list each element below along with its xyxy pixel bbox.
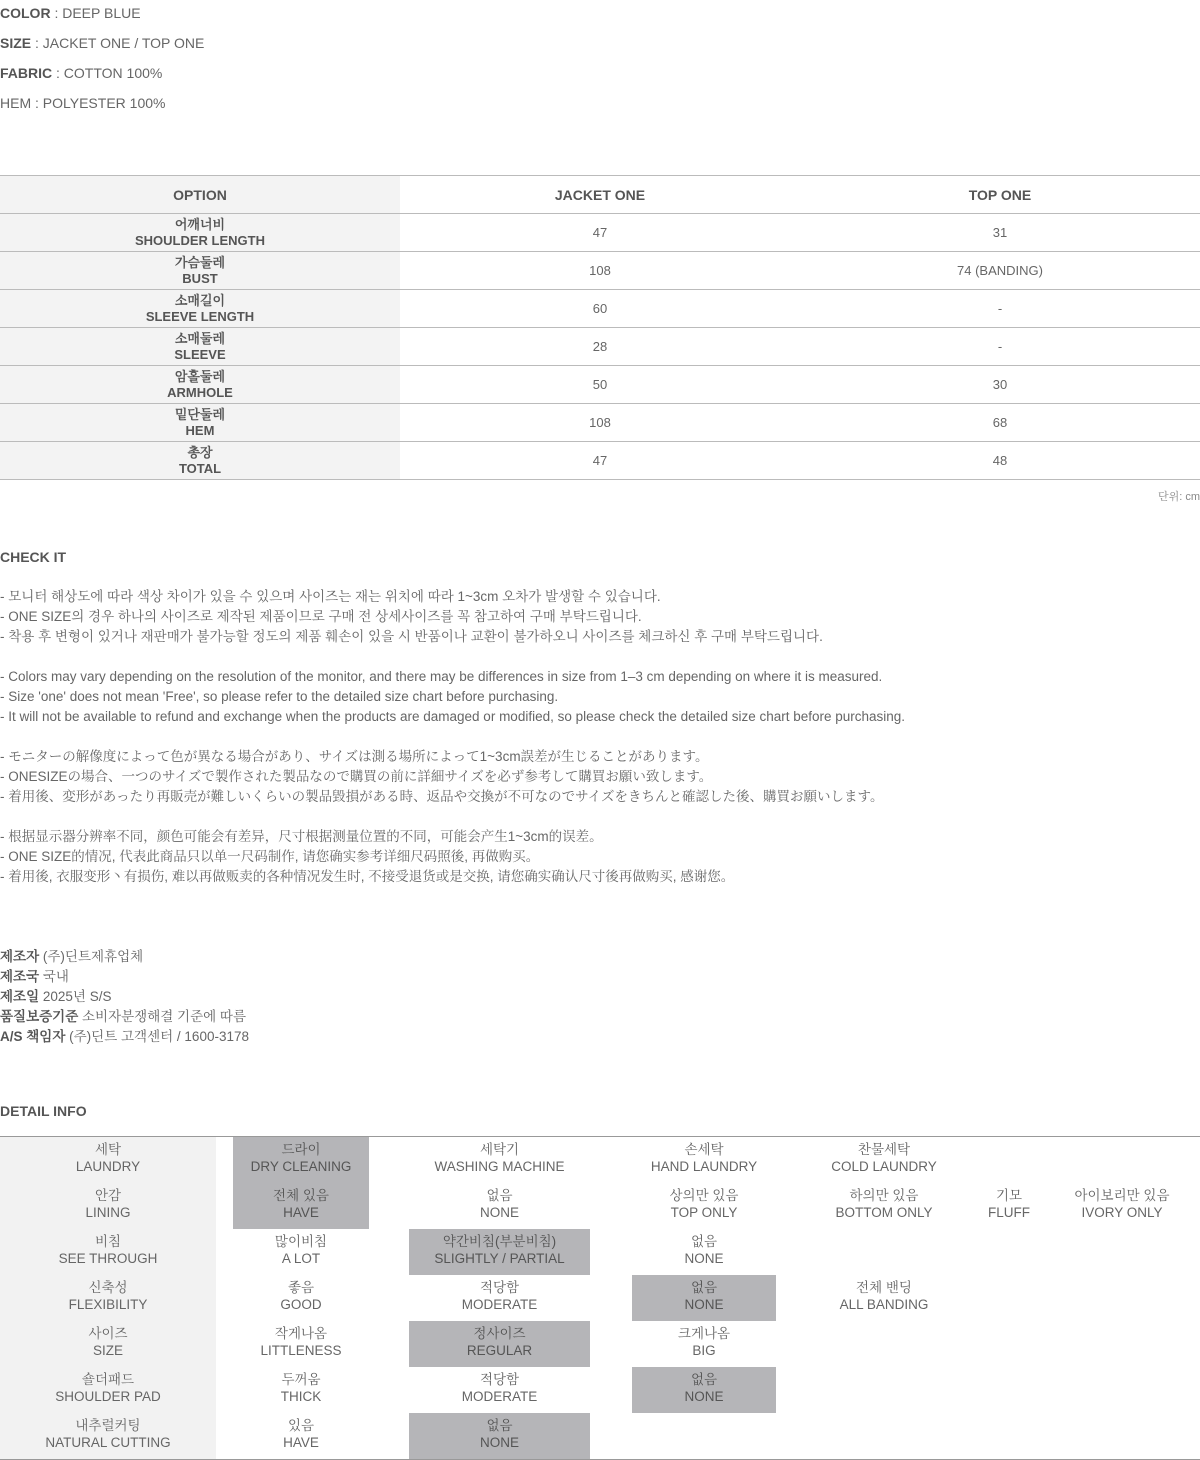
spec-color-value: : DEEP BLUE — [50, 5, 141, 21]
manufacturer-info — [0, 948, 249, 1048]
row-label-ko: 가슴둘레 — [174, 254, 226, 270]
detail-option — [233, 1229, 369, 1275]
maker-value: (주)딘트 고객센터 / 1600-3178 — [65, 1029, 249, 1044]
maker-label: 제조일 — [0, 989, 40, 1004]
maker-value: 소비자분쟁해결 기준에 따름 — [78, 1009, 246, 1024]
jacket-value: 47 — [400, 214, 800, 252]
detail-option — [632, 1229, 776, 1275]
size-table-header — [0, 176, 1200, 214]
row-label — [0, 366, 400, 404]
detail-option-selected — [409, 1413, 590, 1459]
detail-row-label — [0, 1413, 216, 1459]
spec-fabric-value: : COTTON 100% — [52, 65, 163, 81]
maker-label: 제조자 — [0, 949, 40, 964]
maker-line — [0, 1008, 249, 1028]
check-it-notes — [0, 588, 1200, 888]
spec-hem: HEM : POLYESTER 100% — [0, 95, 166, 111]
detail-option-selected-ko: 정사이즈 — [473, 1326, 526, 1341]
detail-option-selected-en: HAVE — [283, 1205, 319, 1220]
size-table-header-jacket: JACKET ONE — [400, 176, 800, 214]
detail-option-ko: 세탁기 — [479, 1142, 520, 1157]
detail-row-label — [0, 1183, 216, 1229]
note-ko-3: - 착용 후 변형이 있거나 재판매가 불가능할 정도의 제품 훼손이 있을 시 반품이나 교환이 불가하오니 사이즈를 체크하신 후 구매 부탁드립니다. — [0, 629, 823, 644]
top-value: 74 (BANDING) — [800, 252, 1200, 290]
detail-option-ko: 좋음 — [287, 1280, 315, 1295]
spec-size — [0, 35, 204, 65]
detail-option-selected — [632, 1367, 776, 1413]
spec-size-value: : JACKET ONE / TOP ONE — [31, 35, 205, 51]
detail-row-label-en: LAUNDRY — [75, 1159, 141, 1174]
size-table-header-top: TOP ONE — [800, 176, 1200, 214]
detail-option — [806, 1183, 962, 1229]
spec-size-label: SIZE — [0, 35, 32, 51]
spec-fabric-label: FABRIC — [0, 65, 53, 81]
detail-option-ko: 찬물세탁 — [857, 1142, 911, 1157]
product-spec — [0, 5, 204, 125]
detail-option-selected-ko: 없음 — [486, 1418, 513, 1433]
detail-option — [632, 1137, 776, 1183]
jacket-value: 60 — [400, 290, 800, 328]
row-label-en: ARMHOLE — [167, 384, 233, 400]
spec-color-label: COLOR — [0, 5, 51, 21]
detail-option-ko: 손세탁 — [684, 1142, 724, 1157]
maker-value: (주)딘트제휴업체 — [39, 949, 144, 964]
detail-option-selected-ko: 없음 — [690, 1372, 718, 1387]
detail-option-en: WASHING MACHINE — [434, 1159, 565, 1174]
note-en-2: - Size 'one' does not mean 'Free', so please refer to the detailed size chart before purchasing. — [0, 689, 559, 704]
row-label-en: HEM — [185, 422, 215, 438]
detail-option — [409, 1183, 590, 1229]
detail-option-selected — [233, 1183, 369, 1229]
detail-option-selected — [233, 1137, 369, 1183]
row-label — [0, 214, 400, 252]
detail-option-en: MODERATE — [461, 1297, 538, 1312]
jacket-value: 50 — [400, 366, 800, 404]
note-ja-1: - モニターの解像度によって色が異なる場合があり、サイズは測る場所によって1~3cm誤差が生じることがあります。 — [0, 749, 709, 764]
detail-row-label-en: LINING — [85, 1205, 131, 1220]
spec-color — [0, 5, 204, 35]
maker-line — [0, 948, 249, 968]
jacket-value: 28 — [400, 328, 800, 366]
detail-option-ko: 하의만 있음 — [849, 1188, 919, 1203]
unit-note: 단위: cm — [1157, 491, 1200, 503]
note-ja-3: - 着用後、変形があったり再販売が難しいくらいの製品毀損がある時、返品や交換が不可なのでサイズをきちんと確認した後、購買お願いします。 — [0, 789, 884, 804]
note-ja-2: - ONESIZEの場合、一つのサイズで製作された製品なので購買の前に詳細サイズを必ず参考して購買お願い致します。 — [0, 769, 713, 784]
spec-fabric — [0, 65, 204, 95]
detail-option — [806, 1137, 962, 1183]
note-zh-2: - ONE SIZE的情况, 代表此商品只以单一尺码制作, 请您确实参考详细尺码照後, 再做购买。 — [0, 849, 540, 864]
detail-option — [409, 1275, 590, 1321]
row-label — [0, 328, 400, 366]
detail-row-label-en: SHOULDER PAD — [55, 1389, 161, 1404]
detail-row-label-ko: 세탁 — [94, 1142, 122, 1157]
detail-option-ko: 전체 밴딩 — [856, 1280, 912, 1295]
detail-option-en: HAND LAUNDRY — [650, 1159, 758, 1174]
detail-option — [1056, 1183, 1188, 1229]
maker-label: 품질보증기준 — [0, 1009, 79, 1024]
table-row — [0, 404, 1200, 442]
detail-option — [632, 1183, 776, 1229]
detail-option-selected-en: NONE — [479, 1435, 519, 1450]
top-value: 31 — [800, 214, 1200, 252]
detail-option — [233, 1367, 369, 1413]
detail-option — [409, 1137, 590, 1183]
row-label-en: SHOULDER LENGTH — [135, 232, 265, 248]
detail-row-label-en: SIZE — [92, 1343, 123, 1358]
detail-option-en: THICK — [280, 1389, 322, 1404]
row-label-ko: 어깨너비 — [174, 216, 226, 232]
detail-option-en: COLD LAUNDRY — [831, 1159, 937, 1174]
detail-option — [409, 1367, 590, 1413]
detail-row-label — [0, 1229, 216, 1275]
maker-value: 국내 — [39, 969, 69, 984]
detail-row-label — [0, 1137, 216, 1183]
detail-option-en: TOP ONLY — [670, 1205, 738, 1220]
detail-option-selected-en: DRY CLEANING — [250, 1159, 352, 1174]
detail-row-label-en: SEE THROUGH — [58, 1251, 158, 1266]
detail-option-en: MODERATE — [461, 1389, 538, 1404]
detail-option-selected — [409, 1321, 590, 1367]
detail-option-ko: 두꺼움 — [281, 1372, 321, 1387]
detail-option-ko: 상의만 있음 — [669, 1188, 739, 1203]
row-label-ko: 밑단둘레 — [174, 406, 226, 422]
detail-row-label-ko: 내추럴커팅 — [75, 1418, 141, 1433]
detail-option-en: NONE — [479, 1205, 519, 1220]
maker-label: 제조국 — [0, 969, 40, 984]
detail-option-selected — [632, 1275, 776, 1321]
detail-row-label-ko: 신축성 — [88, 1280, 128, 1295]
table-row — [0, 252, 1200, 290]
detail-option-selected-en: NONE — [684, 1297, 724, 1312]
maker-label: A/S 책임자 — [0, 1029, 66, 1044]
note-ko-1: - 모니터 해상도에 따라 색상 차이가 있을 수 있으며 사이즈는 재는 위치에 따라 1~3cm 오차가 발생할 수 있습니다. — [0, 589, 661, 604]
jacket-value: 108 — [400, 252, 800, 290]
detail-row-label — [0, 1321, 216, 1367]
detail-row-label-en: FLEXIBILITY — [68, 1297, 148, 1312]
note-en-1: - Colors may vary depending on the resolution of the monitor, and there may be differences in size from 1–3 cm depending on where it is measured. — [0, 669, 883, 684]
top-value: - — [800, 290, 1200, 328]
jacket-value: 47 — [400, 442, 800, 480]
row-label-ko: 소매둘레 — [174, 330, 226, 346]
detail-option-en: GOOD — [280, 1297, 322, 1312]
detail-row-label-ko: 숄더패드 — [81, 1372, 135, 1387]
detail-option — [233, 1321, 369, 1367]
table-row — [0, 442, 1200, 480]
detail-row-label-ko: 비침 — [94, 1234, 122, 1249]
row-label-ko: 총장 — [187, 444, 213, 460]
detail-option-selected-ko: 약간비침(부분비침) — [442, 1234, 557, 1249]
row-label-ko: 암홀둘레 — [174, 368, 226, 384]
size-table — [0, 175, 1200, 480]
note-ko-2: - ONE SIZE의 경우 하나의 사이즈로 제작된 제품이므로 구매 전 상세사이즈를 꼭 참고하여 구매 부탁드립니다. — [0, 609, 642, 624]
detail-info-title: DETAIL INFO — [0, 1103, 87, 1119]
note-en-3: - It will not be available to refund and exchange when the products are damaged or modified, so please check the detailed size chart before purchasing. — [0, 709, 906, 724]
jacket-value: 108 — [400, 404, 800, 442]
top-value: 48 — [800, 442, 1200, 480]
detail-option-ko: 많이비침 — [274, 1234, 328, 1249]
detail-option-selected-en: SLIGHTLY / PARTIAL — [434, 1251, 565, 1266]
row-label — [0, 404, 400, 442]
detail-option — [806, 1275, 962, 1321]
detail-option — [233, 1413, 369, 1459]
detail-option-ko: 없음 — [486, 1188, 513, 1203]
detail-option-ko: 적당함 — [479, 1280, 520, 1295]
detail-option-ko: 적당함 — [479, 1372, 520, 1387]
detail-option-selected-ko: 전체 있음 — [273, 1188, 329, 1203]
maker-line — [0, 1028, 249, 1048]
top-value: 68 — [800, 404, 1200, 442]
note-zh-3: - 着用後, 衣服变形丶有损伤, 难以再做贩卖的各种情况发生时, 不接受退货或是交换, 请您确实确认尺寸後再做购买, 感谢您。 — [0, 869, 735, 884]
detail-option-selected — [409, 1229, 590, 1275]
maker-line — [0, 988, 249, 1008]
detail-row-label — [0, 1275, 216, 1321]
maker-line — [0, 968, 249, 988]
maker-value: 2025년 S/S — [39, 989, 112, 1004]
detail-option-ko: 있음 — [287, 1418, 315, 1433]
table-row — [0, 366, 1200, 404]
table-row — [0, 214, 1200, 252]
detail-option-en: BOTTOM ONLY — [835, 1205, 933, 1220]
detail-option — [233, 1275, 369, 1321]
detail-option — [962, 1183, 1056, 1229]
detail-option-en: ALL BANDING — [839, 1297, 929, 1312]
detail-row-label-ko: 안감 — [94, 1188, 122, 1203]
row-label-en: BUST — [182, 270, 218, 286]
row-label — [0, 442, 400, 480]
detail-option-en: HAVE — [283, 1435, 319, 1450]
detail-row-label-en: NATURAL CUTTING — [45, 1435, 171, 1450]
detail-row-label — [0, 1367, 216, 1413]
row-label-en: TOTAL — [178, 460, 222, 476]
detail-option-selected-en: NONE — [684, 1389, 724, 1404]
detail-option — [632, 1321, 776, 1367]
row-label-en: SLEEVE — [174, 346, 226, 362]
detail-option-selected-en: REGULAR — [466, 1343, 533, 1358]
row-label-en: SLEEVE LENGTH — [145, 308, 255, 324]
note-zh-1: - 根据显示器分辨率不同，颜色可能会有差异，尺寸根据测量位置的不同，可能会产生1~3cm的误差。 — [0, 829, 603, 844]
detail-row-label-ko: 사이즈 — [88, 1326, 128, 1341]
detail-option-selected-ko: 드라이 — [281, 1142, 321, 1157]
detail-option-en: FLUFF — [988, 1205, 1030, 1220]
check-it-title: CHECK IT — [0, 549, 67, 565]
detail-option-ko: 아이보리만 있음 — [1074, 1188, 1170, 1203]
table-row — [0, 290, 1200, 328]
detail-option-en: BIG — [692, 1343, 716, 1358]
detail-option-selected-ko: 없음 — [690, 1280, 718, 1295]
detail-option-ko: 없음 — [690, 1234, 718, 1249]
row-label — [0, 252, 400, 290]
detail-option-en: IVORY ONLY — [1081, 1205, 1163, 1220]
detail-option-en: NONE — [684, 1251, 724, 1266]
detail-option-en: A LOT — [281, 1251, 321, 1266]
detail-option-ko: 기모 — [995, 1188, 1023, 1203]
row-label-ko: 소매길이 — [174, 292, 226, 308]
top-value: 30 — [800, 366, 1200, 404]
top-value: - — [800, 328, 1200, 366]
detail-option-ko: 크게나옴 — [677, 1326, 731, 1341]
row-label — [0, 290, 400, 328]
size-table-header-option: OPTION — [0, 176, 400, 214]
table-row — [0, 328, 1200, 366]
detail-option-en: LITTLENESS — [260, 1343, 342, 1358]
detail-info-grid — [0, 1136, 1200, 1460]
detail-option-ko: 작게나옴 — [274, 1326, 328, 1341]
